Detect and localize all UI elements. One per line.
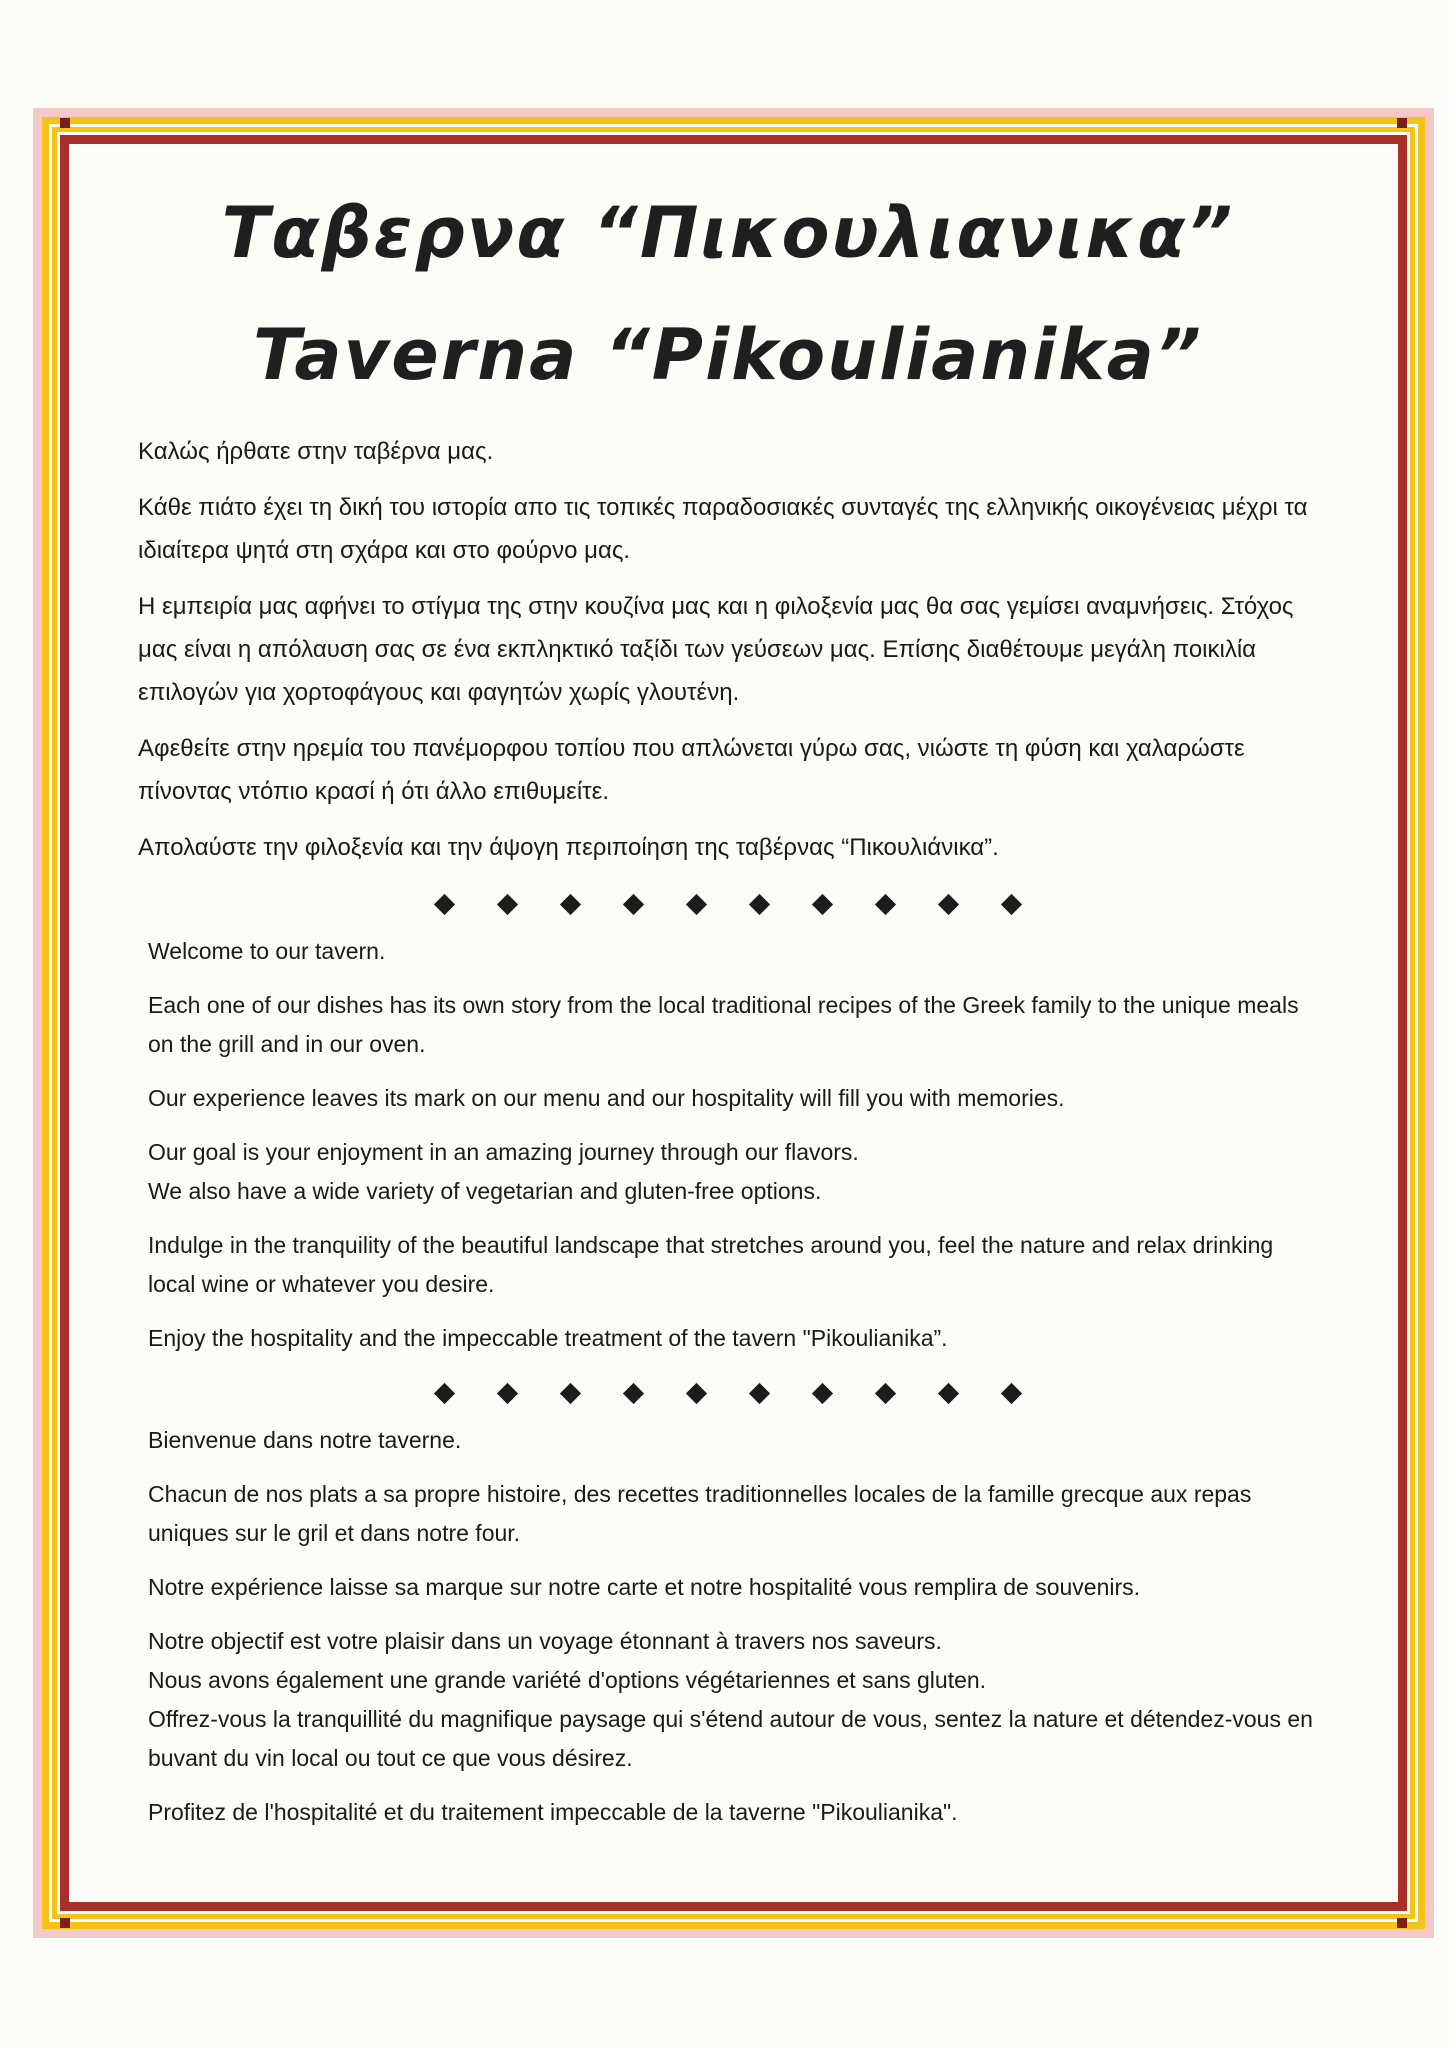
english-options: We also have a wide variety of vegetarian and gluten-free options.	[148, 1178, 822, 1204]
diamond-divider	[138, 1386, 1318, 1401]
diamond-icon	[812, 894, 833, 915]
french-landscape: Offrez-vous la tranquillité du magnifique paysage qui s'étend autour de vous, sentez la nature et détendez-vous en buvant du vin local ou tout ce que vous désirez.	[148, 1706, 1313, 1771]
french-options: Nous avons également une grande variété d'options végétariennes et sans gluten.	[148, 1667, 987, 1693]
diamond-icon	[623, 894, 644, 915]
english-enjoy: Enjoy the hospitality and the impeccable treatment of the tavern "Pikoulianika”.	[148, 1325, 948, 1351]
title-greek: Ταβερνα “Πικουλιανικα”	[221, 192, 1235, 274]
french-welcome: Bienvenue dans notre taverne.	[148, 1427, 462, 1453]
greek-experience: Η εμπειρία μας αφήνει το στίγμα της στην κουζίνα μας και η φιλοξενία μας θα σας γεμίσει αναμνήσεις. Στόχος μας είναι η απόλαυση σας σε ένα εκπληκτικό ταξίδι των γεύσεων μας. Επίσης διαθέτουμε μεγάλη ποικιλία επιλογών για χορτοφάγους και φαγητών χωρίς γλουτένη.	[138, 593, 1294, 706]
corner-mark	[60, 118, 70, 128]
english-dishes: Each one of our dishes has its own story from the local traditional recipes of the Greek family to the unique meals on the grill and in our oven.	[148, 992, 1299, 1057]
diamond-icon	[1001, 894, 1022, 915]
french-section	[138, 1421, 1318, 1832]
corner-mark	[1397, 118, 1407, 128]
diamond-icon	[938, 894, 959, 915]
diamond-icon	[560, 1383, 581, 1404]
french-enjoy: Profitez de l'hospitalité et du traitement impeccable de la taverne "Pikoulianika".	[148, 1799, 958, 1825]
diamond-icon	[623, 1383, 644, 1404]
diamond-icon	[560, 894, 581, 915]
english-welcome: Welcome to our tavern.	[148, 938, 386, 964]
french-experience: Notre expérience laisse sa marque sur notre carte et notre hospitalité vous remplira de souvenirs.	[148, 1574, 1141, 1600]
menu-intro	[138, 190, 1318, 1847]
diamond-icon	[749, 894, 770, 915]
diamond-icon	[686, 1383, 707, 1404]
english-goal: Our goal is your enjoyment in an amazing journey through our flavors.	[148, 1139, 859, 1165]
diamond-icon	[749, 1383, 770, 1404]
diamond-icon	[434, 1383, 455, 1404]
diamond-icon	[1001, 1383, 1022, 1404]
diamond-icon	[497, 894, 518, 915]
greek-section	[138, 430, 1318, 869]
english-section	[138, 932, 1318, 1358]
diamond-icon	[938, 1383, 959, 1404]
diamond-divider	[138, 897, 1318, 912]
corner-mark	[60, 1918, 70, 1928]
diamond-icon	[812, 1383, 833, 1404]
diamond-icon	[434, 894, 455, 915]
diamond-icon	[686, 894, 707, 915]
english-landscape: Indulge in the tranquility of the beautiful landscape that stretches around you, feel the nature and relax drinking local wine or whatever you desire.	[148, 1232, 1274, 1297]
greek-dishes: Κάθε πιάτο έχει τη δική του ιστορία απο τις τοπικές παραδοσιακές συνταγές της ελληνικής οικογένειας μέχρι τα ιδιαίτερα ψητά στη σχάρα και στο φούρνο μας.	[138, 494, 1308, 564]
diamond-icon	[497, 1383, 518, 1404]
french-dishes: Chacun de nos plats a sa propre histoire, des recettes traditionnelles locales de la famille grecque aux repas uniques sur le gril et dans notre four.	[148, 1481, 1252, 1546]
english-experience: Our experience leaves its mark on our menu and our hospitality will fill you with memories.	[148, 1085, 1065, 1111]
diamond-icon	[875, 1383, 896, 1404]
corner-mark	[1397, 1918, 1407, 1928]
greek-welcome: Καλώς ήρθατε στην ταβέρνα μας.	[138, 438, 494, 465]
diamond-icon	[875, 894, 896, 915]
french-goal: Notre objectif est votre plaisir dans un voyage étonnant à travers nos saveurs.	[148, 1628, 942, 1654]
greek-landscape: Αφεθείτε στην ηρεμία του πανέμορφου τοπίου που απλώνεται γύρω σας, νιώστε τη φύση και χαλαρώστε πίνοντας ντόπιο κρασί ή ότι άλλο επιθυμείτε.	[138, 735, 1245, 805]
title-latin: Taverna “Pikoulianika”	[252, 314, 1204, 396]
greek-enjoy: Απολαύστε την φιλοξενία και την άψογη περιποίηση της ταβέρνας “Πικουλιάνικα”.	[138, 834, 999, 861]
